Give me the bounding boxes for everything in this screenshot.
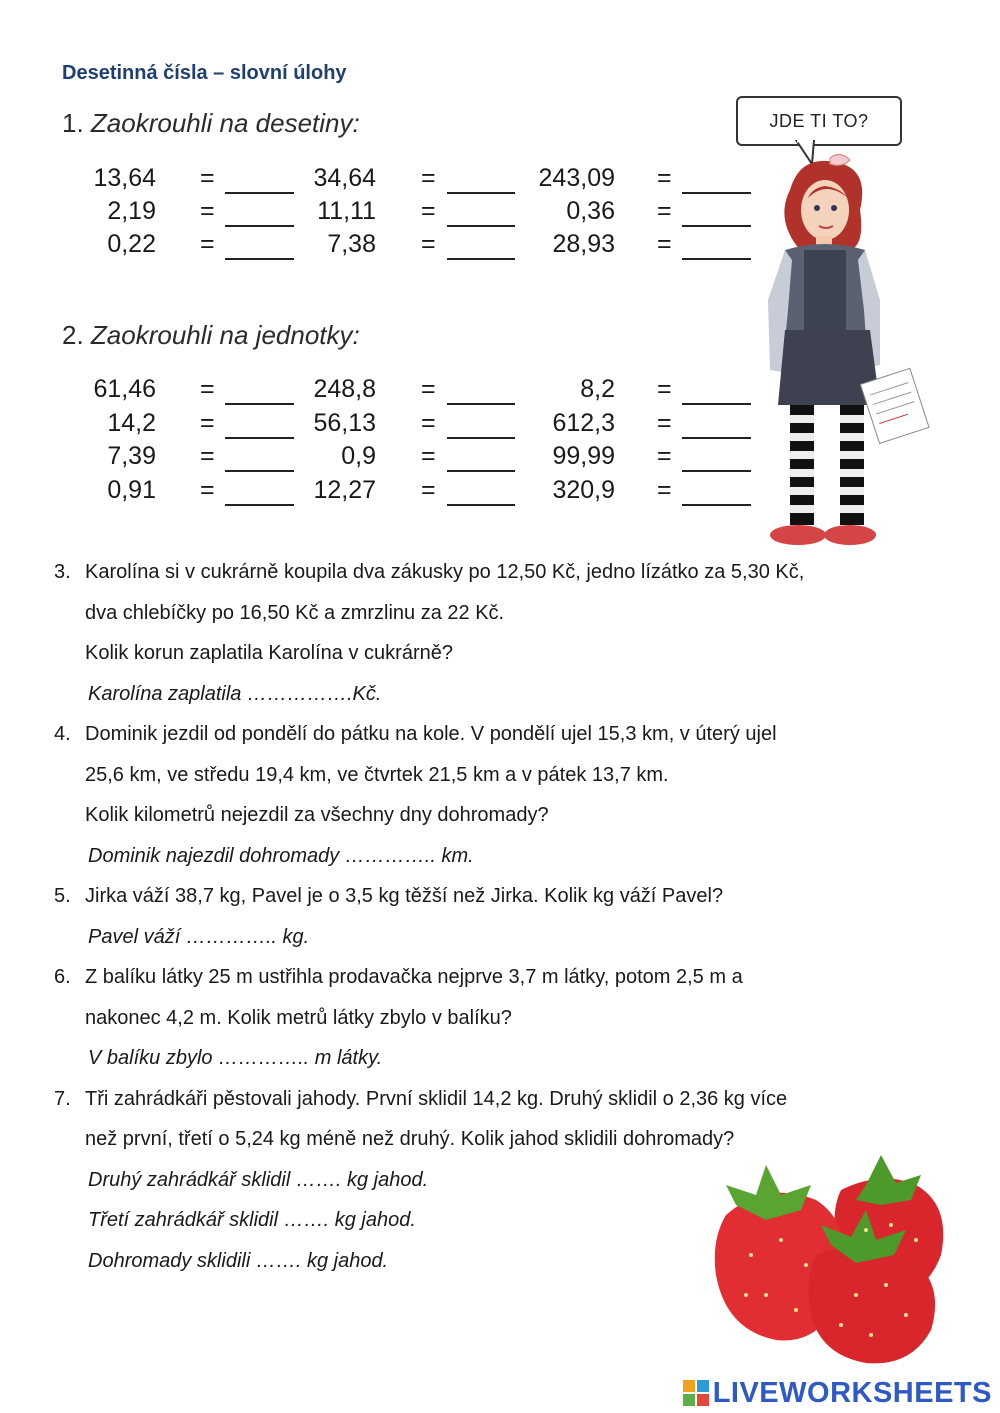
- equals-sign: =: [421, 442, 436, 470]
- equals-sign: =: [200, 197, 215, 225]
- task-number: 7.: [54, 1087, 71, 1110]
- answer-blank[interactable]: [225, 164, 294, 194]
- exercise-row: [60, 164, 700, 196]
- equals-sign: =: [421, 230, 436, 258]
- exercise-number: 320,9: [552, 475, 615, 504]
- equals-sign: =: [657, 408, 672, 437]
- answer-blank[interactable]: [447, 442, 515, 472]
- equals-sign: =: [421, 375, 436, 403]
- answer-blank[interactable]: [447, 197, 515, 227]
- girl-illustration: [730, 150, 930, 555]
- answer-blank[interactable]: [225, 442, 294, 472]
- exercise-number: 2,19: [107, 197, 156, 225]
- task-text-line: Kolik korun zaplatila Karolína v cukrárně?: [85, 642, 453, 664]
- exercise-row: [60, 230, 700, 262]
- section-2-number: 2.: [62, 320, 84, 350]
- answer-line[interactable]: Dominik najezdil dohromady ………….. km.: [88, 844, 474, 867]
- task-text-line: Karolína si v cukrárně koupila dva zákusky po 12,50 Kč, jedno lízátko za 5,30 Kč,: [85, 561, 805, 583]
- exercise-number: 11,11: [317, 197, 376, 225]
- answer-blank[interactable]: [447, 164, 515, 194]
- task-text-line: Tři zahrádkáři pěstovali jahody. První sklidil 14,2 kg. Druhý sklidil o 2,36 kg více: [85, 1087, 788, 1110]
- answer-blank[interactable]: [225, 230, 294, 260]
- page-title: Desetinná čísla – slovní úlohy: [62, 62, 347, 84]
- exercise-number: 12,27: [313, 475, 376, 504]
- equals-sign: =: [421, 408, 436, 437]
- task-number: 6.: [54, 966, 71, 988]
- section-2-heading-text: Zaokrouhli na jednotky:: [90, 320, 360, 350]
- equals-sign: =: [200, 475, 215, 504]
- answer-line[interactable]: V balíku zbylo ………….. m látky.: [88, 1047, 383, 1069]
- section-1-number: 1.: [62, 108, 84, 138]
- answer-line[interactable]: Pavel váží ………….. kg.: [88, 925, 310, 948]
- equals-sign: =: [657, 475, 672, 504]
- exercise-number: 14,2: [107, 408, 156, 437]
- exercise-number: 13,64: [93, 164, 156, 192]
- answer-line[interactable]: Karolína zaplatila …………….Kč.: [88, 682, 382, 705]
- speech-bubble: [736, 96, 902, 146]
- exercise-number: 7,38: [327, 230, 376, 258]
- equals-sign: =: [657, 197, 672, 225]
- equals-sign: =: [421, 164, 436, 192]
- exercise-number: 0,22: [107, 230, 156, 258]
- exercise-row: [60, 442, 700, 474]
- answer-blank[interactable]: [225, 197, 294, 227]
- equals-sign: =: [657, 230, 672, 258]
- task-text-line: než první, třetí o 5,24 kg méně než druhý. Kolik jahod sklidili dohromady?: [85, 1128, 735, 1150]
- exercise-number: 34,64: [313, 164, 376, 192]
- strawberries-illustration: [706, 1145, 966, 1370]
- task-text-line: 25,6 km, ve středu 19,4 km, ve čtvrtek 21,5 km a v pátek 13,7 km.: [85, 763, 669, 786]
- section-2-heading: [62, 320, 360, 351]
- equals-sign: =: [421, 197, 436, 225]
- exercise-number: 61,46: [93, 375, 156, 403]
- exercise-number: 248,8: [313, 375, 376, 403]
- exercise-number: 7,39: [107, 442, 156, 470]
- task-text-line: Dominik jezdil od pondělí do pátku na kole. V pondělí ujel 15,3 km, v úterý ujel: [85, 723, 777, 745]
- task-number: 4.: [54, 723, 71, 745]
- answer-line[interactable]: Druhý zahrádkář sklidil ……. kg jahod.: [88, 1168, 429, 1191]
- equals-sign: =: [200, 408, 215, 437]
- equals-sign: =: [200, 230, 215, 258]
- exercise-number: 28,93: [552, 230, 615, 258]
- task-text-line: Jirka váží 38,7 kg, Pavel je o 3,5 kg těžší než Jirka. Kolik kg váží Pavel?: [85, 885, 724, 907]
- answer-blank[interactable]: [447, 375, 515, 405]
- task-3: [54, 552, 944, 714]
- equals-sign: =: [421, 475, 436, 504]
- task-text-line: dva chlebíčky po 16,50 Kč a zmrzlinu za 22 Kč.: [85, 601, 505, 624]
- answer-line[interactable]: Třetí zahrádkář sklidil ……. kg jahod.: [88, 1209, 416, 1231]
- equals-sign: =: [657, 375, 672, 403]
- answer-blank[interactable]: [447, 409, 515, 439]
- section-1-heading: [62, 108, 360, 139]
- equals-sign: =: [657, 442, 672, 470]
- equals-sign: =: [200, 442, 215, 470]
- exercise-number: 612,3: [552, 408, 615, 437]
- exercise-number: 0,91: [107, 475, 156, 504]
- equals-sign: =: [200, 375, 215, 403]
- exercise-number: 99,99: [552, 442, 615, 470]
- task-number: 5.: [54, 885, 71, 907]
- task-number: 3.: [54, 561, 71, 583]
- exercise-number: 8,2: [580, 375, 615, 403]
- task-4: [54, 714, 944, 876]
- task-text-line: nakonec 4,2 m. Kolik metrů látky zbylo v balíku?: [85, 1006, 512, 1029]
- answer-blank[interactable]: [447, 230, 515, 260]
- exercise-number: 0,9: [341, 442, 376, 470]
- exercise-number: 0,36: [566, 197, 615, 225]
- exercise-row: [60, 375, 700, 407]
- answer-blank[interactable]: [225, 409, 294, 439]
- liveworksheets-logo: [683, 1377, 992, 1409]
- task-5: [54, 876, 944, 957]
- exercise-row: [60, 197, 700, 229]
- task-text-line: Kolik kilometrů nejezdil za všechny dny dohromady?: [85, 804, 549, 826]
- equals-sign: =: [200, 164, 215, 192]
- answer-blank[interactable]: [225, 476, 294, 506]
- task-text-line: Z balíku látky 25 m ustřihla prodavačka nejprve 3,7 m látky, potom 2,5 m a: [85, 966, 743, 988]
- equals-sign: =: [657, 164, 672, 192]
- live-badge-icon: [683, 1380, 709, 1406]
- speech-bubble-text: JDE TI TO?: [769, 110, 869, 131]
- footer-brand: LIVEWORKSHEETS: [712, 1376, 992, 1409]
- exercise-row: [60, 476, 700, 508]
- answer-blank[interactable]: [225, 375, 294, 405]
- section-1-heading-text: Zaokrouhli na desetiny:: [90, 108, 360, 138]
- answer-line[interactable]: Dohromady sklidili ……. kg jahod.: [88, 1249, 389, 1272]
- answer-blank[interactable]: [447, 476, 515, 506]
- exercise-number: 56,13: [313, 408, 376, 437]
- exercise-row: [60, 409, 700, 441]
- exercise-number: 243,09: [538, 164, 615, 192]
- task-6: [54, 957, 944, 1079]
